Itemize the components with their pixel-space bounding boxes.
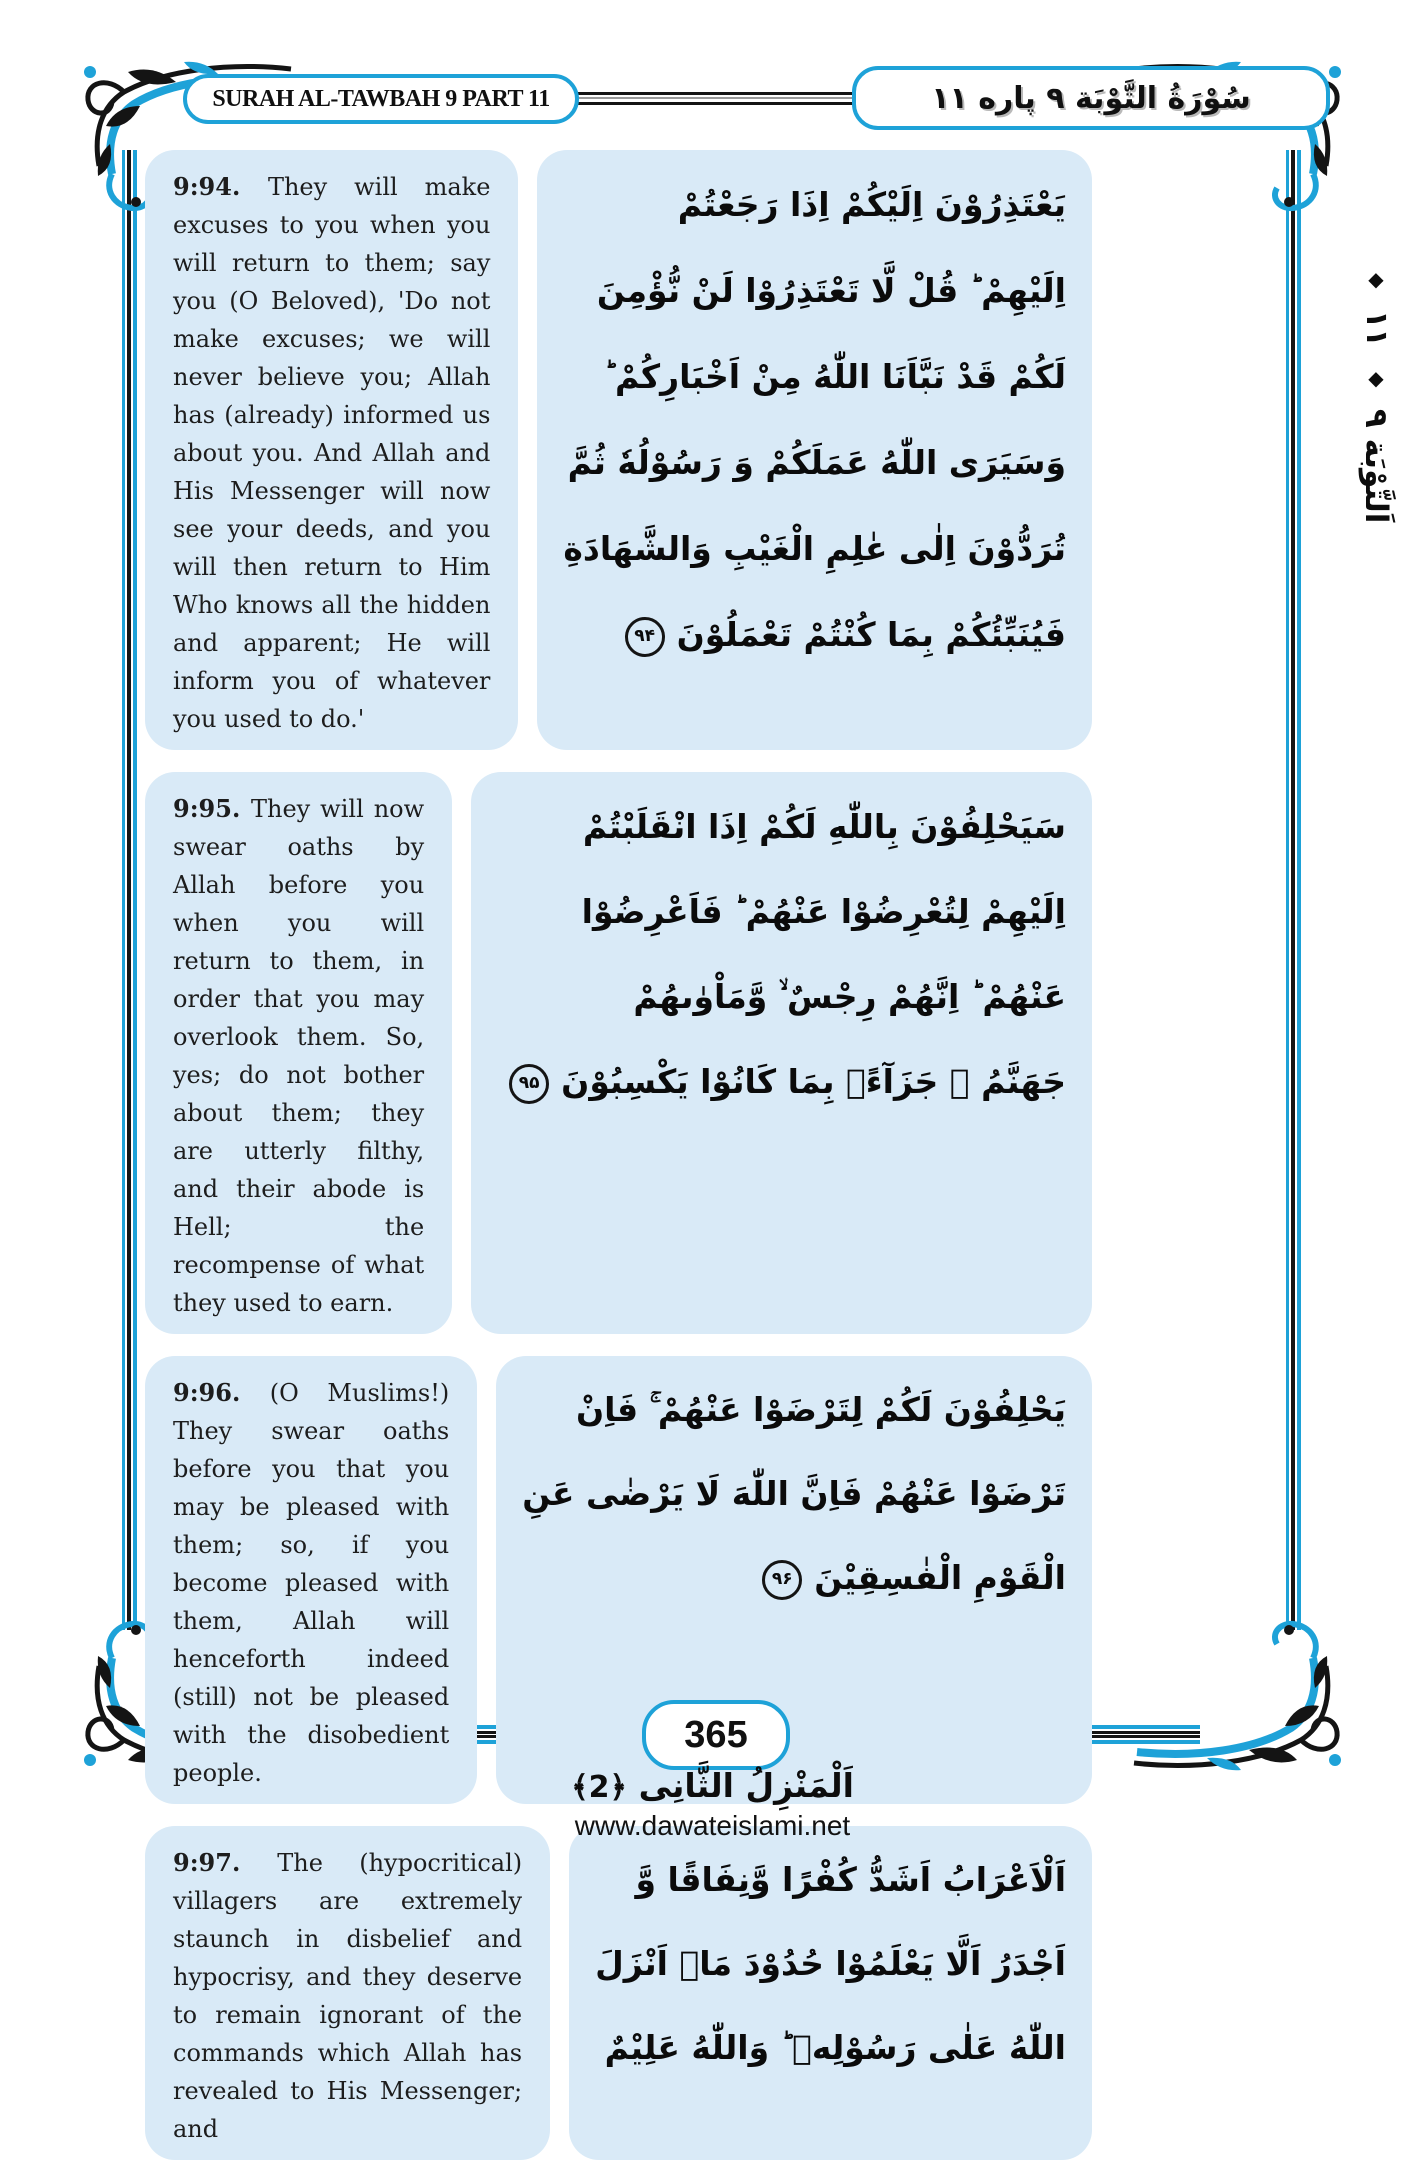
- verse-ref: 9:97.: [173, 1848, 278, 1877]
- arabic-line: اللّٰهُ عَلٰى رَسُوْلِهٖ ؕ وَاللّٰهُ عَلِيْمٌ: [604, 2028, 1066, 2067]
- arabic-line: اَلْاَعْرَابُ اَشَدُّ كُفْرًا وَّنِفَاقًا وَّ: [635, 1860, 1066, 1899]
- verse-ref: 9:94.: [173, 172, 268, 201]
- manzil-line: [0, 1766, 1425, 1805]
- manzil-number: ﴿2﴾: [571, 1770, 628, 1805]
- margin-para-number: ۱۱: [1359, 309, 1394, 347]
- arabic-line: يَحْلِفُوْنَ لَكُمْ لِتَرْضَوْا عَنْهُمْ ۚ فَاِنْ: [575, 1390, 1066, 1429]
- verse-ref: 9:96.: [173, 1378, 270, 1407]
- verse-row: [145, 1826, 1092, 2160]
- header-title-english: [183, 74, 579, 124]
- ayah-end-marker: ۹۴: [625, 617, 665, 657]
- verse-english-text: [173, 790, 424, 1322]
- arabic-line: جَهَنَّمُ ۚ جَزَآءًۢ بِمَا كَانُوْا يَكْسِبُوْنَ۹۵: [497, 1039, 1066, 1124]
- margin-surah-label: اَلتَّوْبَة ۹: [1358, 408, 1394, 524]
- verse-english-text: [173, 1374, 449, 1792]
- arabic-line: لَكُمْ قَدْ نَبَّاَنَا اللّٰهُ مِنْ اَخْبَارِكُمْ ؕ: [603, 357, 1066, 396]
- verse-english-box: [145, 1356, 477, 1804]
- ayah-end-marker: ۹۶: [762, 1560, 802, 1600]
- header-title-arabic-label: سُوْرَةُ التَّوْبَة ۹ پاره ۱۱: [931, 80, 1251, 116]
- verse-translation: (O Muslims!) They swear oaths before you that you may be pleased with them; so, if you become pleased with them, Allah will henceforth indeed (still) not be pleased with the disobedient people.: [173, 1379, 450, 1787]
- diamond-ornament-icon: ◆: [1364, 365, 1388, 390]
- verse-ref: 9:95.: [173, 794, 251, 823]
- arabic-line: تُرَدُّوْنَ اِلٰى عٰلِمِ الْغَيْبِ وَالشَّهَادَةِ: [563, 529, 1066, 568]
- frame-line-right: [1286, 150, 1301, 1630]
- arabic-line: تَرْضَوْا عَنْهُمْ فَاِنَّ اللّٰهَ لَا يَرْضٰى عَنِ: [522, 1474, 1066, 1513]
- verse-translation: They will make excuses to you when you will return to them; say you (O Beloved), 'Do not make excuses; we will never believe you; Allah has (already) informed us about you. And Allah and His Messenger will now see your deeds, and you will then return to Him Who knows all the hidden and apparent; He will inform you of whatever you used to do.': [173, 173, 491, 733]
- arabic-line: سَيَحْلِفُوْنَ بِاللّٰهِ لَكُمْ اِذَا انْقَلَبْتُمْ: [582, 807, 1066, 846]
- verse-english-box: [145, 1826, 550, 2160]
- verse-row: [145, 772, 1092, 1334]
- verse-translation: The (hypocritical) villagers are extremely staunch in disbelief and hypocrisy, and they deserve to remain ignorant of the commands which Allah has revealed to His Messenger; and: [173, 1849, 523, 2143]
- verse-english-box: [145, 772, 452, 1334]
- margin-tab: [1312, 178, 1394, 598]
- frame-line-left: [122, 150, 137, 1630]
- verse-english-text: [173, 1844, 522, 2148]
- verse-grid: [145, 150, 1092, 2160]
- header-title-arabic: [852, 66, 1330, 130]
- verse-arabic-box: [537, 150, 1092, 750]
- arabic-line: يَعْتَذِرُوْنَ اِلَيْكُمْ اِذَا رَجَعْتُمْ: [677, 185, 1066, 224]
- verse-english-text: [173, 168, 490, 738]
- arabic-line: فَيُنَبِّئُكُمْ بِمَا كُنْتُمْ تَعْمَلُوْنَ۹۴: [563, 592, 1066, 678]
- verse-english-box: [145, 150, 518, 750]
- verse-row: [145, 150, 1092, 750]
- manzil-label: اَلْمَنْزِلُ الثَّانِی: [638, 1766, 854, 1805]
- arabic-line: عَنْهُمْ ؕ اِنَّهُمْ رِجْسٌ ۙ وَّمَاْوٰىهُمْ: [633, 977, 1066, 1016]
- page-number-pill: [642, 1700, 790, 1770]
- arabic-line: اِلَيْهِمْ لِتُعْرِضُوْا عَنْهُمْ ؕ فَاَعْرِضُوْا: [581, 892, 1066, 931]
- arabic-line: وَسَيَرَى اللّٰهُ عَمَلَكُمْ وَ رَسُوْلُهٗ ثُمَّ: [567, 443, 1066, 482]
- verse-arabic-box: [569, 1826, 1092, 2160]
- arabic-line: الْقَوْمِ الْفٰسِقِيْنَ۹۶: [522, 1536, 1066, 1620]
- arabic-line: اَجْدَرُ اَلَّا يَعْلَمُوْا حُدُوْدَ مَاۤ اَنْزَلَ: [595, 1944, 1066, 1983]
- website-url[interactable]: www.dawateislami.net: [574, 1810, 851, 1841]
- corner-flourish-icon: [1132, 1612, 1347, 1780]
- diamond-ornament-icon: ◆: [1364, 266, 1388, 291]
- page-number: 365: [684, 1713, 748, 1756]
- verse-row: [145, 1356, 1092, 1804]
- arabic-line: اِلَيْهِمْ ؕ قُلْ لَّا تَعْتَذِرُوْا لَنْ نُّؤْمِنَ: [596, 271, 1066, 310]
- verse-arabic-box: [496, 1356, 1092, 1804]
- header-title-english-label: SURAH AL-TAWBAH 9 PART 11: [212, 85, 550, 112]
- verse-arabic-box: [471, 772, 1092, 1334]
- verse-translation: They will now swear oaths by Allah before you when you will return to them, in order that you may overlook them. So, yes; do not bother about them; they are utterly filthy, and their abode is Hell; the recompense of what they used to earn.: [173, 795, 425, 1317]
- ayah-end-marker: ۹۵: [509, 1064, 549, 1104]
